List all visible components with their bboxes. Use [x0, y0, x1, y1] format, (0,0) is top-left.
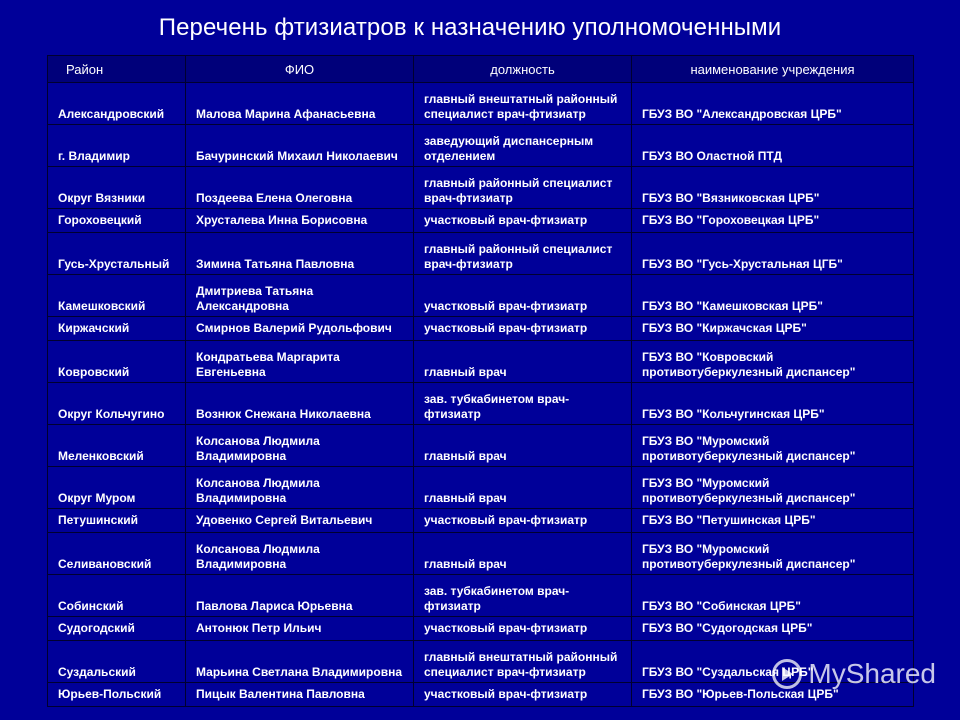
institution-cell: ГБУЗ ВО "Муромский противотуберкулезный диспансер"	[632, 425, 914, 467]
institution-cell: ГБУЗ ВО "Собинская ЦРБ"	[632, 575, 914, 617]
table-row	[48, 275, 914, 317]
district-cell: Юрьев-Польский	[48, 683, 186, 707]
institution-cell: ГБУЗ ВО "Ковровский противотуберкулезный диспансер"	[632, 341, 914, 383]
institution-cell: ГБУЗ ВО "Муромский противотуберкулезный диспансер"	[632, 467, 914, 509]
name-cell: Пицык Валентина Павловна	[186, 683, 414, 707]
institution-cell: ГБУЗ ВО "Киржачская ЦРБ"	[632, 317, 914, 341]
institution-cell: ГБУЗ ВО Оластной ПТД	[632, 125, 914, 167]
position-cell: участковый врач-фтизиатр	[414, 617, 632, 641]
name-cell: Колсанова Людмила Владимировна	[186, 467, 414, 509]
table-row	[48, 533, 914, 575]
district-cell: Киржачский	[48, 317, 186, 341]
district-cell: Петушинский	[48, 509, 186, 533]
table-row	[48, 383, 914, 425]
district-cell: Ковровский	[48, 341, 186, 383]
institution-cell: ГБУЗ ВО "Гусь-Хрустальная ЦГБ"	[632, 233, 914, 275]
page-title: Перечень фтизиатров к назначению уполномоченными	[158, 14, 782, 41]
table-row	[48, 467, 914, 509]
name-cell: Смирнов Валерий Рудольфович	[186, 317, 414, 341]
district-cell: Округ Кольчугино	[48, 383, 186, 425]
name-cell: Кондратьева Маргарита Евгеньевна	[186, 341, 414, 383]
name-cell: Поздеева Елена Олеговна	[186, 167, 414, 209]
table-row	[48, 617, 914, 641]
institution-cell: ГБУЗ ВО "Камешковская ЦРБ"	[632, 275, 914, 317]
district-cell: Селивановский	[48, 533, 186, 575]
district-cell: Гороховецкий	[48, 209, 186, 233]
table-row	[48, 341, 914, 383]
district-cell: Округ Вязники	[48, 167, 186, 209]
institution-cell: ГБУЗ ВО "Гороховецкая ЦРБ"	[632, 209, 914, 233]
column-header-district: Район	[48, 56, 186, 83]
position-cell: главный внештатный районный специалист врач-фтизиатр	[414, 641, 632, 683]
institution-cell: ГБУЗ ВО "Муромский противотуберкулезный диспансер"	[632, 533, 914, 575]
column-header-position: должность	[414, 56, 632, 83]
name-cell: Вознюк Снежана Николаевна	[186, 383, 414, 425]
position-cell: заведующий диспансерным отделением	[414, 125, 632, 167]
institution-cell: ГБУЗ ВО "Петушинская ЦРБ"	[632, 509, 914, 533]
name-cell: Антонюк Петр Ильич	[186, 617, 414, 641]
institution-cell: ГБУЗ ВО "Юрьев-Польская ЦРБ"	[632, 683, 914, 707]
table-header-row	[48, 56, 914, 83]
table-row	[48, 317, 914, 341]
district-cell: г. Владимир	[48, 125, 186, 167]
position-cell: участковый врач-фтизиатр	[414, 509, 632, 533]
table-row	[48, 167, 914, 209]
table-row	[48, 209, 914, 233]
table-row	[48, 83, 914, 125]
position-cell: главный районный специалист врач-фтизиатр	[414, 233, 632, 275]
column-header-name: ФИО	[186, 56, 414, 83]
district-cell: Судогодский	[48, 617, 186, 641]
position-cell: участковый врач-фтизиатр	[414, 683, 632, 707]
name-cell: Зимина Татьяна Павловна	[186, 233, 414, 275]
position-cell: зав. тубкабинетом врач-фтизиатр	[414, 383, 632, 425]
district-cell: Меленковский	[48, 425, 186, 467]
position-cell: зав. тубкабинетом врач-фтизиатр	[414, 575, 632, 617]
district-cell: Камешковский	[48, 275, 186, 317]
position-cell: главный врач	[414, 533, 632, 575]
name-cell: Колсанова Людмила Владимировна	[186, 425, 414, 467]
district-cell: Округ Муром	[48, 467, 186, 509]
district-cell: Собинский	[48, 575, 186, 617]
district-cell: Гусь-Хрустальный	[48, 233, 186, 275]
table-header	[48, 56, 914, 83]
name-cell: Марьина Светлана Владимировна	[186, 641, 414, 683]
name-cell: Бачуринский Михаил Николаевич	[186, 125, 414, 167]
name-cell: Павлова Лариса Юрьевна	[186, 575, 414, 617]
table-row	[48, 425, 914, 467]
table-row	[48, 575, 914, 617]
name-cell: Малова Марина Афанасьевна	[186, 83, 414, 125]
table-row	[48, 683, 914, 707]
institution-cell: ГБУЗ ВО "Александровская ЦРБ"	[632, 83, 914, 125]
district-cell: Суздальский	[48, 641, 186, 683]
specialists-table	[47, 55, 914, 707]
table-body	[48, 83, 914, 707]
institution-cell: ГБУЗ ВО "Кольчугинская ЦРБ"	[632, 383, 914, 425]
position-cell: главный врач	[414, 425, 632, 467]
position-cell: участковый врач-фтизиатр	[414, 317, 632, 341]
column-header-institution: наименование учреждения	[632, 56, 914, 83]
position-cell: главный врач	[414, 341, 632, 383]
position-cell: участковый врач-фтизиатр	[414, 209, 632, 233]
position-cell: главный районный специалист врач-фтизиатр	[414, 167, 632, 209]
name-cell: Дмитриева Татьяна Александровна	[186, 275, 414, 317]
district-cell: Александровский	[48, 83, 186, 125]
table-row	[48, 641, 914, 683]
position-cell: участковый врач-фтизиатр	[414, 275, 632, 317]
table-row	[48, 509, 914, 533]
institution-cell: ГБУЗ ВО "Вязниковская ЦРБ"	[632, 167, 914, 209]
name-cell: Удовенко Сергей Витальевич	[186, 509, 414, 533]
watermark-text: MyShared	[808, 658, 936, 689]
name-cell: Хрусталева Инна Борисовна	[186, 209, 414, 233]
specialists-table-container	[47, 55, 913, 707]
table-row	[48, 125, 914, 167]
institution-cell: ГБУЗ ВО "Суздальская ЦРБ"	[632, 641, 914, 683]
position-cell: главный внештатный районный специалист врач-фтизиатр	[414, 83, 632, 125]
table-row	[48, 233, 914, 275]
institution-cell: ГБУЗ ВО "Судогодская ЦРБ"	[632, 617, 914, 641]
position-cell: главный врач	[414, 467, 632, 509]
name-cell: Колсанова Людмила Владимировна	[186, 533, 414, 575]
